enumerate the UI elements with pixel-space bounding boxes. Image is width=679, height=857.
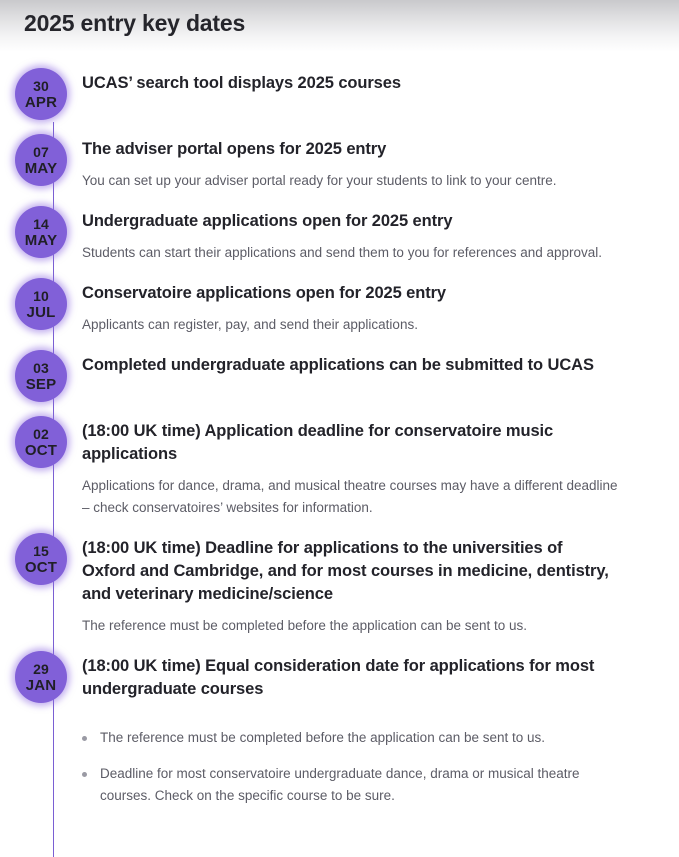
timeline-entry [0, 416, 679, 519]
bullet-dot-icon [82, 772, 87, 777]
timeline-badge-column [0, 68, 82, 120]
date-badge [15, 651, 67, 703]
timeline-entry [0, 68, 679, 120]
timeline-entry-body [82, 278, 679, 336]
date-badge-day: 02 [33, 425, 49, 442]
timeline-entry-description: Applicants can register, pay, and send their applications. [82, 317, 418, 332]
timeline-entry-body [82, 134, 679, 192]
date-badge [15, 416, 67, 468]
timeline-entry-description: Students can start their applications and send them to you for references and approval. [82, 245, 603, 260]
timeline-entry [0, 278, 679, 336]
key-dates-timeline [0, 68, 679, 821]
timeline-entry-body [82, 651, 679, 821]
timeline-badge-column [0, 278, 82, 330]
date-badge-month: MAY [24, 231, 58, 249]
bullet-list-item-text: Deadline for most conservatoire undergraduate dance, drama or musical theatre courses. Check on the specific course to be sure. [100, 766, 580, 803]
timeline-entry-description: You can set up your adviser portal ready for your students to link to your centre. [82, 173, 557, 188]
timeline-entry-title: Conservatoire applications open for 2025 entry [82, 284, 447, 302]
date-badge-day: 15 [33, 542, 49, 559]
date-badge [15, 68, 67, 120]
timeline-badge-column [0, 350, 82, 402]
timeline-entry [0, 651, 679, 821]
timeline-entry-title: Completed undergraduate applications can be submitted to UCAS [82, 356, 594, 374]
timeline-badge-column [0, 134, 82, 186]
date-badge [15, 278, 67, 330]
timeline-badge-column [0, 651, 82, 703]
timeline-entry-body [82, 416, 679, 519]
timeline-badge-column [0, 416, 82, 468]
timeline-entry-title: The adviser portal opens for 2025 entry [82, 140, 387, 158]
bullet-list-item [82, 763, 619, 807]
timeline-entry-body [82, 350, 679, 377]
timeline-entry-title: (18:00 UK time) Deadline for applications to the universities of Oxford and Cambridge, and for most courses in medicine, dentistry, and veterinary medicine/science [82, 539, 609, 603]
timeline-entry [0, 134, 679, 192]
date-badge [15, 206, 67, 258]
timeline-badge-column [0, 206, 82, 258]
date-badge-month: APR [24, 93, 58, 111]
timeline-entry-title: (18:00 UK time) Application deadline for conservatoire music applications [82, 422, 554, 463]
timeline-entry [0, 206, 679, 264]
timeline-entry-description: The reference must be completed before the application can be sent to us. [82, 618, 528, 633]
date-badge [15, 350, 67, 402]
page-title: 2025 entry key dates [24, 10, 246, 36]
date-badge-month: OCT [24, 441, 58, 459]
timeline-entry-body [82, 206, 679, 264]
timeline-entry-title: UCAS’ search tool displays 2025 courses [82, 74, 401, 92]
date-badge-month: JUL [26, 303, 56, 321]
date-badge [15, 533, 67, 585]
timeline-badge-column [0, 533, 82, 585]
date-badge-month: MAY [24, 159, 58, 177]
date-badge-day: 29 [33, 660, 49, 677]
date-badge-day: 30 [33, 77, 49, 94]
date-badge-day: 07 [33, 143, 49, 160]
bullet-list-item [82, 727, 619, 749]
date-badge-month: OCT [24, 558, 58, 576]
bullet-list-item-text: The reference must be completed before the application can be sent to us. [100, 730, 546, 745]
timeline-entry-title: Undergraduate applications open for 2025 entry [82, 212, 453, 230]
timeline-entry [0, 533, 679, 637]
timeline-entry-bullet-list [82, 727, 619, 807]
date-badge-day: 14 [33, 215, 49, 232]
bullet-dot-icon [82, 736, 87, 741]
date-badge-month: SEP [25, 375, 57, 393]
date-badge-day: 10 [33, 287, 49, 304]
timeline-entry [0, 350, 679, 402]
date-badge [15, 134, 67, 186]
date-badge-month: JAN [25, 676, 57, 694]
date-badge-day: 03 [33, 359, 49, 376]
timeline-entry-body [82, 533, 679, 637]
timeline-entry-description: Applications for dance, drama, and musical theatre courses may have a different deadline – check conservatoires’ websites for information. [82, 478, 618, 515]
timeline-entry-body [82, 68, 679, 95]
timeline-entry-title: (18:00 UK time) Equal consideration date for applications for most undergraduate courses [82, 657, 595, 698]
